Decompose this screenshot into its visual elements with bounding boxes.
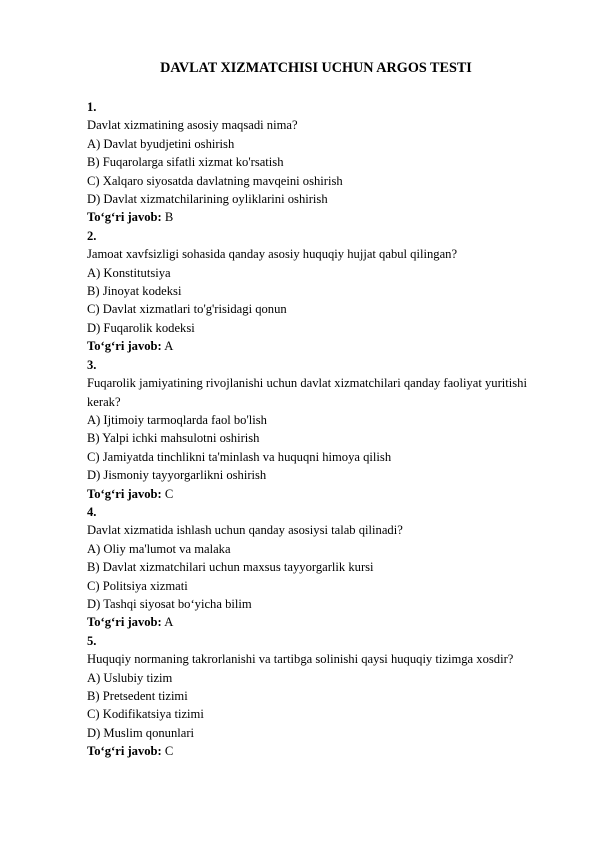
correct-answer bbox=[87, 208, 537, 226]
answer-option: A) Ijtimoiy tarmoqlarda faol bo'lish bbox=[87, 412, 267, 427]
correct-answer-label: To‘g‘ri javob: bbox=[87, 210, 162, 225]
correct-answer-label: To‘g‘ri javob: bbox=[87, 486, 162, 501]
correct-answer bbox=[87, 742, 537, 760]
question-number: 5. bbox=[87, 633, 97, 648]
answer-option: C) Politsiya xizmati bbox=[87, 578, 188, 593]
answer-option: D) Jismoniy tayyorgarlikni oshirish bbox=[87, 468, 267, 483]
question-block bbox=[87, 98, 537, 227]
answer-option: B) Yalpi ichki mahsulotni oshirish bbox=[87, 431, 260, 446]
question-block bbox=[87, 503, 537, 632]
question-block bbox=[87, 227, 537, 356]
answer-option: C) Xalqaro siyosatda davlatning mavqeini oshirish bbox=[87, 173, 343, 188]
question-block bbox=[87, 356, 537, 503]
answer-option: A) Davlat byudjetini oshirish bbox=[87, 136, 235, 151]
question-number: 3. bbox=[87, 357, 97, 372]
answer-option: A) Uslubiy tizim bbox=[87, 670, 173, 685]
correct-answer-value: A bbox=[164, 615, 174, 630]
document-title: DAVLAT XIZMATCHISI UCHUN ARGOS TESTI bbox=[160, 60, 472, 76]
correct-answer bbox=[87, 613, 537, 631]
answer-option: C) Jamiyatda tinchlikni ta'minlash va huquqni himoya qilish bbox=[87, 449, 392, 464]
correct-answer-value: C bbox=[164, 486, 174, 501]
answer-option: D) Davlat xizmatchilarining oyliklarini oshirish bbox=[87, 192, 328, 207]
question-text: Davlat xizmatida ishlash uchun qanday asosiysi talab qilinadi? bbox=[87, 523, 403, 538]
question-block bbox=[87, 632, 537, 761]
answer-option: D) Muslim qonunlari bbox=[87, 725, 195, 740]
answer-option: A) Konstitutsiya bbox=[87, 265, 171, 280]
answer-option: B) Davlat xizmatchilari uchun maxsus tayyorgarlik kursi bbox=[87, 560, 374, 575]
correct-answer bbox=[87, 485, 537, 503]
correct-answer-label: To‘g‘ri javob: bbox=[87, 339, 162, 354]
answer-option: C) Davlat xizmatlari to'g'risidagi qonun bbox=[87, 302, 287, 317]
answer-option: D) Tashqi siyosat bo‘yicha bilim bbox=[87, 596, 252, 611]
answer-option: B) Jinoyat kodeksi bbox=[87, 284, 182, 299]
correct-answer bbox=[87, 337, 537, 355]
question-text: Huquqiy normaning takrorlanishi va tartibga solinishi qaysi huquqiy tizimga xosdir? bbox=[87, 652, 514, 667]
answer-option: B) Fuqarolarga sifatli xizmat ko'rsatish bbox=[87, 155, 284, 170]
correct-answer-value: A bbox=[164, 339, 174, 354]
answer-option: A) Oliy ma'lumot va malaka bbox=[87, 541, 231, 556]
question-number: 4. bbox=[87, 504, 97, 519]
question-text: Jamoat xavfsizligi sohasida qanday asosiy huquqiy hujjat qabul qilingan? bbox=[87, 247, 458, 262]
answer-option: D) Fuqarolik kodeksi bbox=[87, 320, 195, 335]
answer-option: C) Kodifikatsiya tizimi bbox=[87, 707, 204, 722]
correct-answer-value: B bbox=[164, 210, 174, 225]
question-text: Davlat xizmatining asosiy maqsadi nima? bbox=[87, 118, 298, 133]
question-text: Fuqarolik jamiyatining rivojlanishi uchun davlat xizmatchilari qanday faoliyat yuritishi kerak? bbox=[87, 376, 527, 409]
correct-answer-label: To‘g‘ri javob: bbox=[87, 744, 162, 759]
correct-answer-label: To‘g‘ri javob: bbox=[87, 615, 162, 630]
question-number: 2. bbox=[87, 228, 97, 243]
document-page bbox=[87, 58, 537, 761]
question-number: 1. bbox=[87, 100, 97, 114]
correct-answer-value: C bbox=[164, 744, 174, 759]
question-list bbox=[87, 98, 537, 761]
answer-option: B) Pretsedent tizimi bbox=[87, 689, 188, 703]
